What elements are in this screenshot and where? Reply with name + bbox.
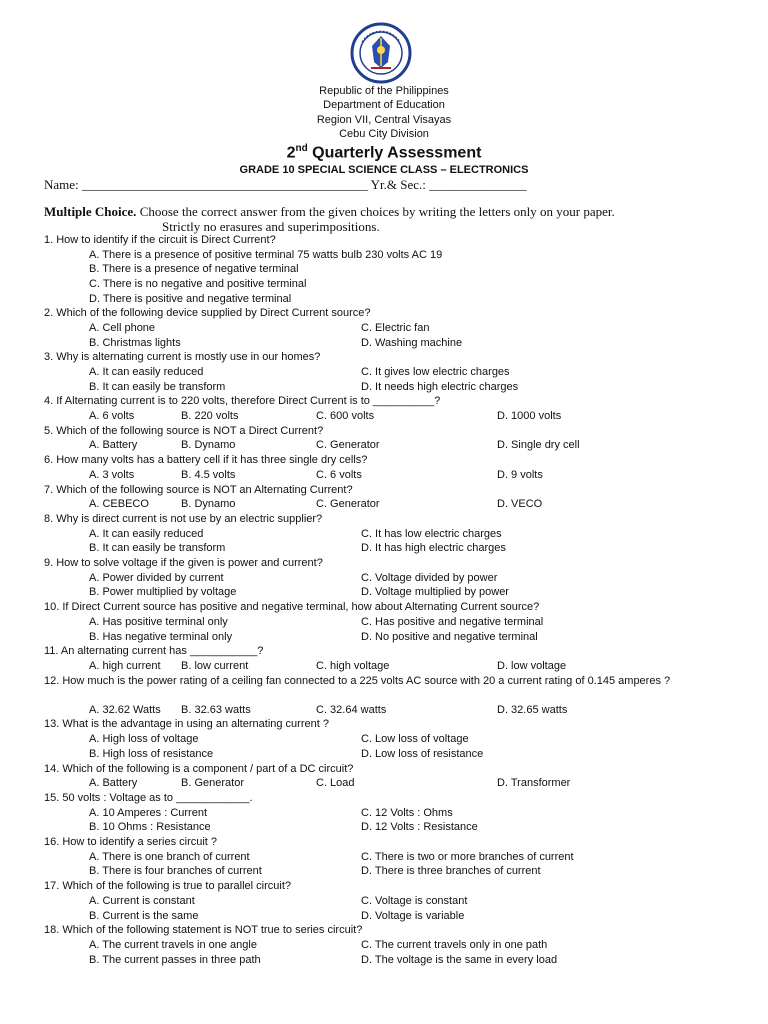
question-2: 2. Which of the following device supplied by Direct Current source? xyxy=(44,307,371,319)
question-15: 15. 50 volts : Voltage as to ____________. xyxy=(44,792,253,804)
option: A. There is a presence of positive terminal 75 watts bulb 230 volts AC 19 xyxy=(89,249,443,261)
option: D. Washing machine xyxy=(361,337,463,349)
instructions-text-2: Strictly no erasures and superimpositions. xyxy=(162,219,380,234)
option: C. Generator xyxy=(316,439,380,451)
option: D. Single dry cell xyxy=(497,439,580,451)
option: C. Has positive and negative terminal xyxy=(361,616,544,628)
option: B. 10 Ohms : Resistance xyxy=(89,821,211,833)
option: B. low current xyxy=(181,660,249,672)
question-16: 16. How to identify a series circuit ? xyxy=(44,836,218,848)
question-11: 11. An alternating current has ___________? xyxy=(44,645,264,657)
option: D. It needs high electric charges xyxy=(361,381,519,393)
instructions xyxy=(44,204,724,234)
option: A. It can easily reduced xyxy=(89,366,204,378)
option: B. Christmas lights xyxy=(89,337,181,349)
exam-subtitle: GRADE 10 SPECIAL SCIENCE CLASS – ELECTRONICS xyxy=(239,164,529,176)
option: A. Current is constant xyxy=(89,895,195,907)
instructions-text: Choose the correct answer from the given choices by writing the letters only on your paper. xyxy=(136,204,615,219)
option: B. 220 volts xyxy=(181,410,239,422)
option: C. There is no negative and positive terminal xyxy=(89,278,307,290)
header-division: Cebu City Division xyxy=(339,128,429,140)
option: B. Power multiplied by voltage xyxy=(89,586,237,598)
option: C. Generator xyxy=(316,498,380,510)
option: A. Battery xyxy=(89,777,138,789)
option: D. 32.65 watts xyxy=(497,704,568,716)
option: C. Voltage divided by power xyxy=(361,572,498,584)
option: A. Battery xyxy=(89,439,138,451)
option: D. Voltage multiplied by power xyxy=(361,586,509,598)
title-suffix: nd xyxy=(295,143,308,154)
option: D. 1000 volts xyxy=(497,410,562,422)
option: B. Dynamo xyxy=(181,498,236,510)
option: D. Transformer xyxy=(497,777,571,789)
question-18: 18. Which of the following statement is NOT true to series circuit? xyxy=(44,924,363,936)
option: D. There is positive and negative terminal xyxy=(89,293,292,305)
option: B. It can easily be transform xyxy=(89,381,226,393)
question-17: 17. Which of the following is true to parallel circuit? xyxy=(44,880,292,892)
option: C. 600 volts xyxy=(316,410,375,422)
deped-seal-logo xyxy=(350,22,412,84)
question-9: 9. How to solve voltage if the given is power and current? xyxy=(44,557,323,569)
option: D. Voltage is variable xyxy=(361,910,465,922)
title-text: Quarterly Assessment xyxy=(307,144,482,162)
header-republic: Republic of the Philippines xyxy=(319,85,449,97)
option: C. Electric fan xyxy=(361,322,430,334)
option: D. No positive and negative terminal xyxy=(361,631,538,643)
option: B. High loss of resistance xyxy=(89,748,214,760)
question-10: 10. If Direct Current source has positive and negative terminal, how about Alternating Current source? xyxy=(44,601,540,613)
option: B. 4.5 volts xyxy=(181,469,236,481)
title-number: 2 xyxy=(286,144,296,162)
exam-title xyxy=(0,143,768,162)
option: A. There is one branch of current xyxy=(89,851,250,863)
option: D. 12 Volts : Resistance xyxy=(361,821,478,833)
option: D. There is three branches of current xyxy=(361,865,541,877)
question-6: 6. How many volts has a battery cell if it has three single dry cells? xyxy=(44,454,368,466)
option: D. low voltage xyxy=(497,660,567,672)
question-5: 5. Which of the following source is NOT a Direct Current? xyxy=(44,425,324,437)
option: A. 6 volts xyxy=(89,410,135,422)
option: A. Has positive terminal only xyxy=(89,616,228,628)
option: B. Dynamo xyxy=(181,439,236,451)
option: C. Low loss of voltage xyxy=(361,733,469,745)
option: A. 32.62 Watts xyxy=(89,704,161,716)
option: A. CEBECO xyxy=(89,498,149,510)
option: A. It can easily reduced xyxy=(89,528,204,540)
question-12: 12. How much is the power rating of a ceiling fan connected to a 225 volts AC source with 20 a current rating of 0.145 amperes ? xyxy=(44,675,671,687)
option: A. 3 volts xyxy=(89,469,135,481)
option: C. 12 Volts : Ohms xyxy=(361,807,453,819)
option: A. High loss of voltage xyxy=(89,733,199,745)
option: C. 32.64 watts xyxy=(316,704,387,716)
option: B. Generator xyxy=(181,777,244,789)
option: D. It has high electric charges xyxy=(361,542,506,554)
question-7: 7. Which of the following source is NOT an Alternating Current? xyxy=(44,484,353,496)
option: C. Voltage is constant xyxy=(361,895,468,907)
option: A. 10 Amperes : Current xyxy=(89,807,207,819)
option: B. Current is the same xyxy=(89,910,199,922)
option: B. 32.63 watts xyxy=(181,704,251,716)
option: C. Load xyxy=(316,777,355,789)
question-8: 8. Why is direct current is not use by an electric supplier? xyxy=(44,513,323,525)
option: B. The current passes in three path xyxy=(89,954,261,966)
option: C. It gives low electric charges xyxy=(361,366,510,378)
option: D. VECO xyxy=(497,498,543,510)
option: C. 6 volts xyxy=(316,469,362,481)
option: D. The voltage is the same in every load xyxy=(361,954,558,966)
option: B. There is four branches of current xyxy=(89,865,262,877)
option: C. The current travels only in one path xyxy=(361,939,548,951)
option: C. high voltage xyxy=(316,660,390,672)
header-department: Department of Education xyxy=(323,99,445,111)
option: D. 9 volts xyxy=(497,469,543,481)
option: B. It can easily be transform xyxy=(89,542,226,554)
option: C. It has low electric charges xyxy=(361,528,502,540)
option: A. The current travels in one angle xyxy=(89,939,257,951)
option: C. There is two or more branches of current xyxy=(361,851,574,863)
name-section-line: Name: ____________________________________________ Yr.& Sec.: _______________ xyxy=(44,177,527,192)
question-3: 3. Why is alternating current is mostly use in our homes? xyxy=(44,351,321,363)
option: D. Low loss of resistance xyxy=(361,748,484,760)
option: A. Power divided by current xyxy=(89,572,224,584)
option: A. high current xyxy=(89,660,161,672)
option: B. There is a presence of negative terminal xyxy=(89,263,299,275)
question-1: 1. How to identify if the circuit is Direct Current? xyxy=(44,234,276,246)
option: A. Cell phone xyxy=(89,322,156,334)
question-13: 13. What is the advantage in using an alternating current ? xyxy=(44,718,329,730)
header-region: Region VII, Central Visayas xyxy=(316,114,452,126)
question-4: 4. If Alternating current is to 220 volts, therefore Direct Current is to __________? xyxy=(44,395,441,407)
question-14: 14. Which of the following is a component / part of a DC circuit? xyxy=(44,763,354,775)
option: B. Has negative terminal only xyxy=(89,631,233,643)
instructions-label: Multiple Choice. xyxy=(44,204,137,219)
